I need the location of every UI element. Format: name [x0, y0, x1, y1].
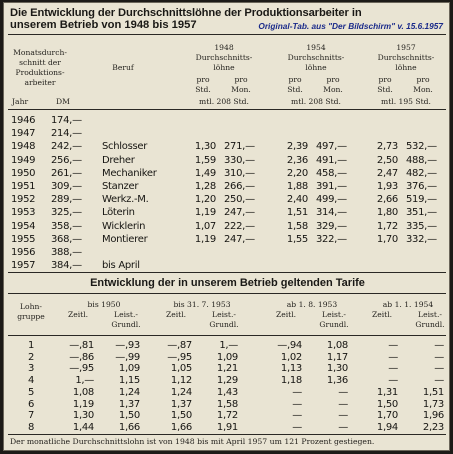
row-1957-monthly: 488,— [406, 155, 437, 166]
row-tariff-value: 1,91 [216, 422, 238, 433]
row-occupation: Mechaniker [102, 168, 157, 179]
table2-title: Entwicklung der in unserem Betrieb geltenden Tarife [90, 277, 365, 289]
row-1948-hourly: 1,19 [194, 234, 216, 245]
row-monthly-dm: 214,— [51, 128, 82, 139]
group-1948-label2: löhne [213, 63, 235, 72]
row-1948-monthly: 247,— [224, 234, 255, 245]
table2-header-rule [8, 335, 446, 336]
table1-top-rule [8, 34, 446, 35]
group-1957-sub-left2: Std. [377, 85, 393, 94]
row-1957-hourly: 2,66 [376, 194, 398, 205]
row-year: 1949 [11, 155, 36, 166]
period-sub-perf2: Grundl. [415, 320, 445, 329]
row-tariff-value: 1,18 [280, 375, 302, 386]
row-occupation: Löterin [102, 207, 135, 218]
group-1957-sub-left: pro [378, 75, 392, 84]
header-occupation: Beruf [112, 63, 134, 72]
row-1957-monthly: 532,— [406, 141, 437, 152]
row-tariff-value: 1,24 [170, 387, 192, 398]
document-title-line2: unserem Betrieb von 1948 bis 1957 [10, 19, 197, 31]
row-tariff-value: 1,44 [72, 422, 94, 433]
row-1948-monthly: 247,— [224, 207, 255, 218]
row-tariff-value: 1,02 [280, 352, 302, 363]
row-year: 1956 [11, 247, 36, 258]
row-1954-monthly: 391,— [316, 181, 347, 192]
row-1954-monthly: 314,— [316, 207, 347, 218]
row-1957-monthly: 519,— [406, 194, 437, 205]
header-dm: DM [56, 97, 70, 106]
row-tariff-value: — [388, 375, 398, 386]
row-tariff-value: 1,70 [376, 410, 398, 421]
period-sub-perf2: Grundl. [319, 320, 349, 329]
header-monthly-label-2: schnitt der [19, 58, 61, 67]
row-tariff-value: 1,17 [326, 352, 348, 363]
row-tariff-value: — [292, 399, 302, 410]
row-tariff-value: 1,73 [422, 399, 444, 410]
group-1957-sub-right: pro [416, 75, 430, 84]
period-sub-time: Zeitl. [371, 310, 393, 319]
header-lohn-2: gruppe [17, 312, 45, 321]
row-1948-monthly: 271,— [224, 141, 255, 152]
row-1954-monthly: 329,— [316, 221, 347, 232]
row-tariff-value: 1,— [219, 340, 238, 351]
row-tariff-value: — [434, 352, 444, 363]
row-tariff-value: — [338, 399, 348, 410]
row-1957-hourly: 1,70 [376, 234, 398, 245]
row-tariff-value: 2,23 [422, 422, 444, 433]
group-1957-basis: mtl. 195 Std. [381, 97, 431, 106]
row-tariff-value: — [292, 387, 302, 398]
row-year: 1954 [11, 221, 36, 232]
row-wage-group: 3 [28, 363, 35, 374]
row-year: 1950 [11, 168, 36, 179]
row-tariff-value: 1,09 [118, 363, 140, 374]
row-1954-monthly: 322,— [316, 234, 347, 245]
row-tariff-value: — [338, 387, 348, 398]
group-1957-label: Durchschnitts- [377, 53, 435, 62]
row-tariff-value: 1,29 [216, 375, 238, 386]
row-1957-hourly: 2,47 [376, 168, 398, 179]
row-1957-hourly: 1,80 [376, 207, 398, 218]
row-monthly-dm: 358,— [51, 221, 82, 232]
row-1957-monthly: 351,— [406, 207, 437, 218]
period-sub-perf2: Grundl. [209, 320, 239, 329]
period-label: bis 1950 [87, 300, 121, 309]
row-year: 1948 [11, 141, 36, 152]
row-tariff-value: 1,31 [376, 387, 398, 398]
period-sub-perf: Leist.- [114, 310, 138, 319]
group-1957-label2: löhne [395, 63, 417, 72]
row-1948-hourly: 1,20 [194, 194, 216, 205]
row-tariff-value: 1,37 [118, 399, 140, 410]
row-monthly-dm: 242,— [51, 141, 82, 152]
header-year: Jahr [12, 97, 29, 106]
row-tariff-value: —,93 [115, 340, 140, 351]
row-tariff-value: 1,19 [72, 399, 94, 410]
document-title: Die Entwicklung der Durchschnittslöhne der Produktionsarbeiter in [10, 7, 362, 19]
row-tariff-value: 1,08 [326, 340, 348, 351]
row-1954-monthly: 497,— [316, 141, 347, 152]
period-sub-time: Zeitl. [67, 310, 89, 319]
row-tariff-value: 1,96 [422, 410, 444, 421]
row-tariff-value: 1,43 [216, 387, 238, 398]
row-occupation: Dreher [102, 155, 135, 166]
row-1957-hourly: 2,50 [376, 155, 398, 166]
row-tariff-value: 1,66 [170, 422, 192, 433]
row-1948-monthly: 310,— [224, 168, 255, 179]
row-tariff-value: 1,30 [72, 410, 94, 421]
row-monthly-dm: 256,— [51, 155, 82, 166]
row-1954-monthly: 458,— [316, 168, 347, 179]
row-occupation: Wicklerin [102, 221, 146, 232]
row-tariff-value: — [434, 340, 444, 351]
row-tariff-value: — [338, 422, 348, 433]
row-1954-hourly: 2,36 [286, 155, 308, 166]
row-wage-group: 8 [28, 422, 35, 433]
row-occupation: Montierer [102, 234, 148, 245]
row-wage-group: 5 [28, 387, 35, 398]
table2-top-rule [8, 293, 446, 294]
row-1948-hourly: 1,28 [194, 181, 216, 192]
row-1954-hourly: 1,55 [286, 234, 308, 245]
header-monthly-label-3: Produktions- [15, 68, 65, 77]
footnote: Der monatliche Durchschnittslohn ist von 1948 bis mit April 1957 um 121 Prozent gestiegen. [10, 437, 375, 446]
source-note: Original-Tab. aus "Der Bildschirm" v. 15.6.1957 [258, 21, 443, 31]
row-tariff-value: 1,66 [118, 422, 140, 433]
row-1957-hourly: 1,72 [376, 221, 398, 232]
row-monthly-dm: 174,— [51, 115, 82, 126]
row-wage-group: 7 [28, 410, 35, 421]
row-1948-hourly: 1,07 [194, 221, 216, 232]
row-tariff-value: —,95 [69, 363, 94, 374]
row-1957-monthly: 482,— [406, 168, 437, 179]
period-sub-perf: Leist.- [418, 310, 442, 319]
row-monthly-dm: 261,— [51, 168, 82, 179]
group-1954-sub-left: pro [288, 75, 302, 84]
header-monthly-label-1: Monatsdurch- [13, 48, 67, 57]
period-label: ab 1. 1. 1954 [382, 300, 434, 309]
row-tariff-value: 1,50 [170, 410, 192, 421]
group-1954-basis: mtl. 208 Std. [291, 97, 341, 106]
row-tariff-value: — [338, 410, 348, 421]
row-tariff-value: 1,58 [216, 399, 238, 410]
group-1948-sub-left2: Std. [195, 85, 211, 94]
period-label: ab 1. 8. 1953 [286, 300, 338, 309]
table1-header-rule [8, 109, 446, 110]
row-tariff-value: 1,21 [216, 363, 238, 374]
row-year: 1946 [11, 115, 36, 126]
group-1954-sub-right2: Mon. [323, 85, 343, 94]
row-monthly-dm: 309,— [51, 181, 82, 192]
group-1948-label: Durchschnitts- [195, 53, 253, 62]
row-monthly-dm: 368,— [51, 234, 82, 245]
row-1948-hourly: 1,49 [194, 168, 216, 179]
row-1954-hourly: 2,40 [286, 194, 308, 205]
row-1948-hourly: 1,30 [194, 141, 216, 152]
period-sub-perf: Leist.- [212, 310, 236, 319]
row-tariff-value: — [292, 422, 302, 433]
row-1954-monthly: 499,— [316, 194, 347, 205]
row-occupation: Schlosser [102, 141, 148, 152]
row-1948-monthly: 250,— [224, 194, 255, 205]
group-1948-sub-right2: Mon. [231, 85, 251, 94]
row-tariff-value: — [434, 363, 444, 374]
row-tariff-value: 1,37 [170, 399, 192, 410]
row-tariff-value: 1,50 [118, 410, 140, 421]
row-year: 1951 [11, 181, 36, 192]
group-1954-label: Durchschnitts- [287, 53, 345, 62]
row-tariff-value: 1,24 [118, 387, 140, 398]
row-tariff-value: — [292, 410, 302, 421]
row-tariff-value: —,87 [167, 340, 192, 351]
document-page [3, 2, 450, 451]
row-year: 1953 [11, 207, 36, 218]
row-tariff-value: —,99 [115, 352, 140, 363]
row-1948-hourly: 1,19 [194, 207, 216, 218]
row-tariff-value: —,86 [69, 352, 94, 363]
row-tariff-value: 1,— [75, 375, 94, 386]
row-occupation: Stanzer [102, 181, 139, 192]
row-occupation: bis April [102, 260, 140, 271]
row-1954-hourly: 1,88 [286, 181, 308, 192]
row-tariff-value: 1,15 [118, 375, 140, 386]
row-wage-group: 4 [28, 375, 35, 386]
group-1948-year: 1948 [214, 43, 234, 52]
period-label: bis 31. 7. 1953 [173, 300, 231, 309]
group-1954-label2: löhne [305, 63, 327, 72]
row-tariff-value: 1,50 [376, 399, 398, 410]
row-1954-hourly: 1,51 [286, 207, 308, 218]
row-tariff-value: — [388, 352, 398, 363]
row-1954-monthly: 491,— [316, 155, 347, 166]
row-wage-group: 2 [28, 352, 35, 363]
group-1957-sub-right2: Mon. [413, 85, 433, 94]
row-1954-hourly: 1,58 [286, 221, 308, 232]
group-1948-sub-right: pro [234, 75, 248, 84]
row-1948-monthly: 330,— [224, 155, 255, 166]
row-1957-monthly: 335,— [406, 221, 437, 232]
row-tariff-value: 1,30 [326, 363, 348, 374]
row-tariff-value: —,94 [277, 340, 302, 351]
row-tariff-value: 1,13 [280, 363, 302, 374]
period-sub-perf: Leist.- [322, 310, 346, 319]
row-monthly-dm: 388,— [51, 247, 82, 258]
row-1954-hourly: 2,20 [286, 168, 308, 179]
row-1957-hourly: 1,93 [376, 181, 398, 192]
group-1954-sub-right: pro [326, 75, 340, 84]
row-1948-monthly: 266,— [224, 181, 255, 192]
table1-bottom-rule [8, 272, 446, 273]
row-tariff-value: 1,51 [422, 387, 444, 398]
row-year: 1952 [11, 194, 36, 205]
row-tariff-value: — [388, 340, 398, 351]
row-monthly-dm: 325,— [51, 207, 82, 218]
row-1957-monthly: 376,— [406, 181, 437, 192]
group-1957-year: 1957 [396, 43, 416, 52]
row-tariff-value: 1,05 [170, 363, 192, 374]
row-1954-hourly: 2,39 [286, 141, 308, 152]
row-tariff-value: 1,36 [326, 375, 348, 386]
row-tariff-value: — [388, 363, 398, 374]
period-sub-time: Zeitl. [165, 310, 187, 319]
row-year: 1957 [11, 260, 36, 271]
row-monthly-dm: 384,— [51, 260, 82, 271]
row-occupation: Werkz.-M. [102, 194, 149, 205]
row-tariff-value: —,81 [69, 340, 94, 351]
header-lohn-1: Lohn- [20, 302, 42, 311]
group-1954-sub-left2: Std. [287, 85, 303, 94]
row-wage-group: 6 [28, 399, 35, 410]
row-tariff-value: 1,72 [216, 410, 238, 421]
row-tariff-value: 1,09 [216, 352, 238, 363]
table2-bottom-rule [8, 434, 446, 435]
group-1948-sub-left: pro [196, 75, 210, 84]
row-monthly-dm: 289,— [51, 194, 82, 205]
row-1957-hourly: 2,73 [376, 141, 398, 152]
row-1948-hourly: 1,59 [194, 155, 216, 166]
period-sub-time: Zeitl. [275, 310, 297, 319]
period-sub-perf2: Grundl. [111, 320, 141, 329]
header-monthly-label-4: arbeiter [24, 78, 56, 87]
row-tariff-value: 1,12 [170, 375, 192, 386]
row-tariff-value: —,95 [167, 352, 192, 363]
row-1957-monthly: 332,— [406, 234, 437, 245]
row-year: 1947 [11, 128, 36, 139]
row-tariff-value: 1,94 [376, 422, 398, 433]
row-tariff-value: 1,08 [72, 387, 94, 398]
row-tariff-value: — [434, 375, 444, 386]
row-1948-monthly: 222,— [224, 221, 255, 232]
row-year: 1955 [11, 234, 36, 245]
group-1954-year: 1954 [306, 43, 326, 52]
row-wage-group: 1 [28, 340, 35, 351]
group-1948-basis: mtl. 208 Std. [199, 97, 249, 106]
